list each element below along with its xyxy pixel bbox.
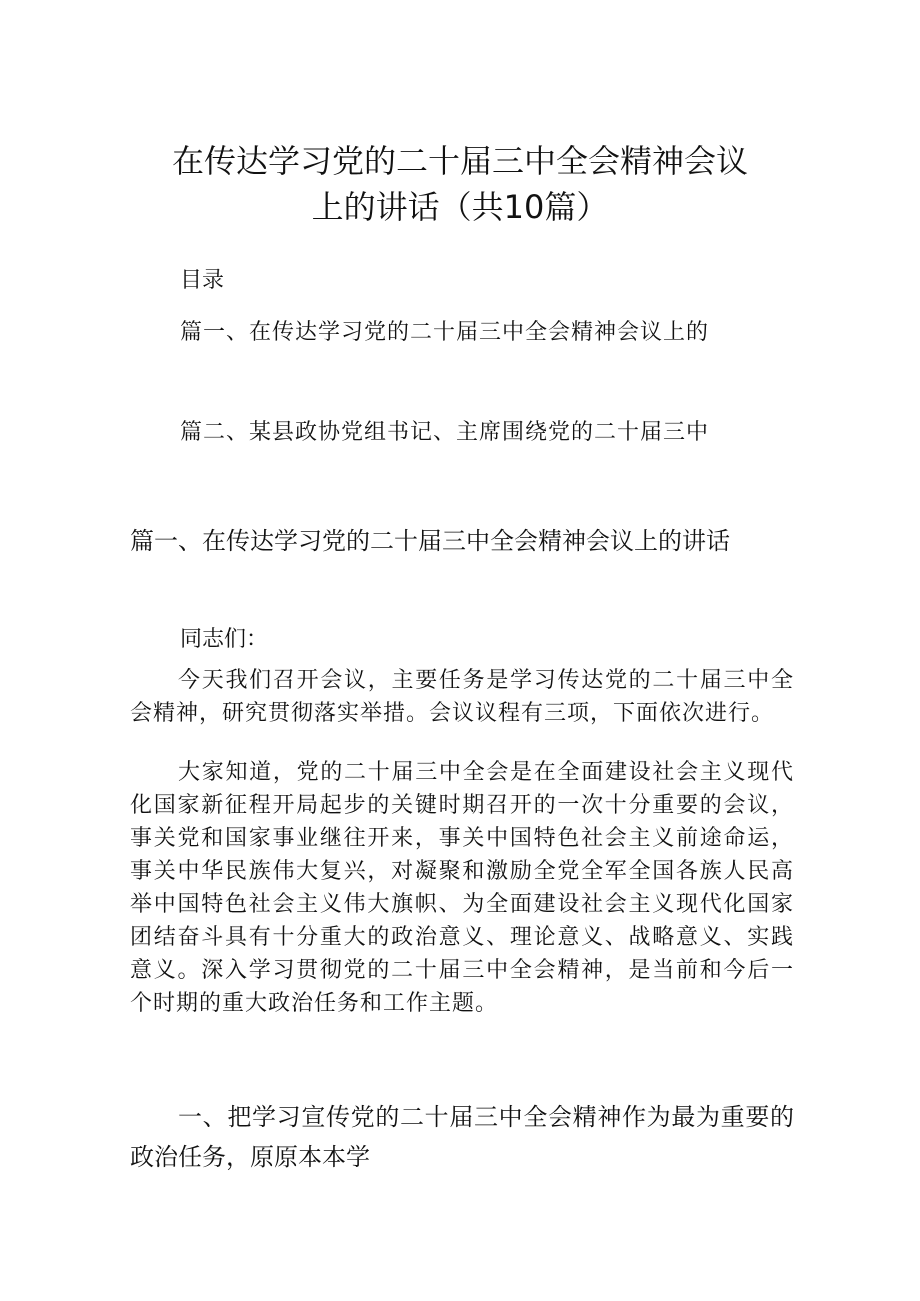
toc-label: 目录	[180, 268, 225, 293]
document-title-line-2: 上的讲话（共10篇）	[311, 188, 609, 226]
document-title-line-1: 在传达学习党的二十届三中全会精神会议	[171, 142, 748, 180]
section-heading: 篇一、在传达学习党的二十届三中全会精神会议上的讲话	[130, 527, 730, 555]
toc-item-1[interactable]: 篇一、在传达学习党的二十届三中全会精神会议上的	[180, 320, 710, 345]
body-paragraph-2: 大家知道，党的二十届三中全会是在全面建设社会主义现代化国家新征程开局起步的关键时期召开的一次十分重要的会议，事关党和国家事业继往开来，事关中国特色社会主义前途命运，事关中华民族伟大复兴，对凝聚和激励全党全军全国各族人民高举中国特色社会主义伟大旗帜、为全面建设社会主义现代化国家团结奋斗具有十分重大的政治意义、理论意义、战略意义、实践意义。深入学习贯彻党的二十届三中全会精神，是当前和今后一个时期的重大政治任务和工作主题。	[130, 760, 794, 1016]
subheading-1: 一、把学习宣传党的二十届三中全会精神作为最为重要的政治任务，原原本本学	[130, 1103, 794, 1171]
salutation: 同志们：	[180, 627, 269, 652]
body-paragraph-1: 今天我们召开会议，主要任务是学习传达党的二十届三中全会精神，研究贯彻落实举措。会议议程有三项，下面依次进行。	[130, 668, 794, 726]
toc-item-2[interactable]: 篇二、某县政协党组书记、主席围绕党的二十届三中	[180, 420, 710, 445]
